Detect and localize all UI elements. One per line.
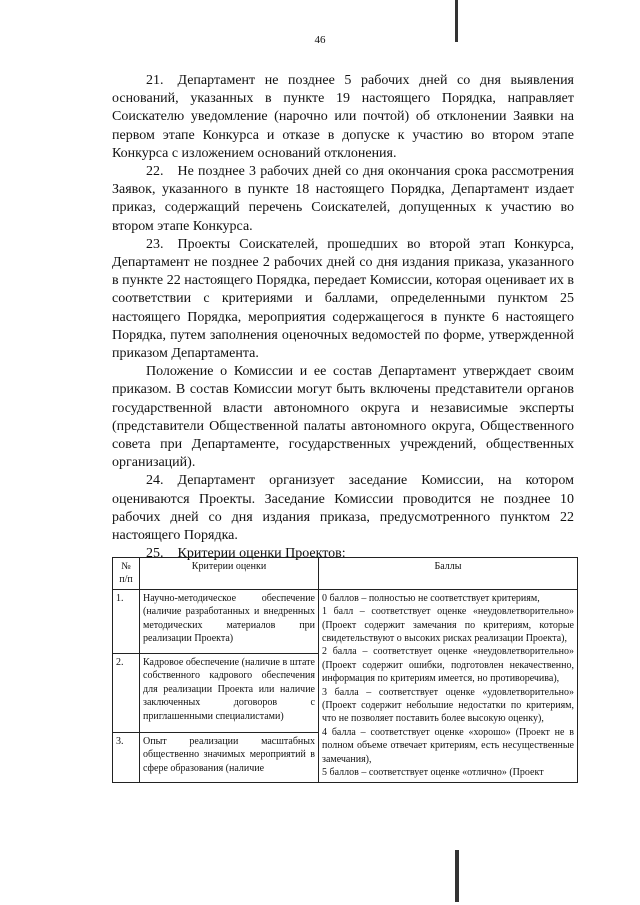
paragraph-22: 22. Не позднее 3 рабочих дней со дня окончания срока рассмотрения Заявок, указанного в пункте 18 настоящего Порядка, Департамент издает приказ, содержащий перечень Соискателей, допущенных к участию во втором этапе Конкурса. bbox=[112, 164, 574, 234]
paragraph-commission: Положение о Комиссии и ее состав Департамент утверждает своим приказом. В состав Комиссии могут быть включены представители органов государственной власти автономного округа и независимые эксперты (представители Общественной палаты автономного округа, Общественного совета при Департаменте, государственных учреждений, общественных организаций). bbox=[112, 364, 574, 471]
row-number: 2. bbox=[113, 654, 140, 733]
page-number: 46 bbox=[314, 34, 326, 46]
row-criterion: Кадровое обеспечение (наличие в штате собственного кадрового обеспечения для реализации Проекта или наличие заключенных договоров с приглашенными специалистами) bbox=[140, 654, 319, 733]
row-criterion: Опыт реализации масштабных общественно значимых мероприятий в сфере образования (наличие bbox=[140, 732, 319, 782]
score-0: 0 баллов – полностью не соответствует критериям, bbox=[322, 592, 540, 604]
row-criterion: Научно-методическое обеспечение (наличие разработанных и внедренных методических материалов при реализации Проекта) bbox=[140, 589, 319, 653]
table-header-row bbox=[113, 558, 578, 590]
score-2: 2 балла – соответствует оценке «неудовлетворительно» (Проект содержит ошибки, подготовлен некачественно, информация по критериям имеется, но противоречива), bbox=[322, 646, 574, 685]
score-3: 3 балла – соответствует оценке «удовлетворительно» (Проект содержит небольшие недостатки по критериям, что не позволяет поставить более высокую оценку), bbox=[322, 686, 574, 725]
score-1: 1 балл – соответствует оценке «неудовлетворительно» (Проект содержит замечания по критериям, которые свидетельствуют о высоких рисках реализации Проекта), bbox=[322, 606, 574, 645]
header-criteria: Критерии оценки bbox=[140, 558, 319, 590]
score-4: 4 балла – соответствует оценке «хорошо» (Проект не в полном объеме отвечает критериям, есть несущественные замечания), bbox=[322, 726, 574, 765]
header-scores: Баллы bbox=[319, 558, 578, 590]
score-5: 5 баллов – соответствует оценке «отлично» (Проект bbox=[322, 767, 544, 779]
scores-cell bbox=[319, 589, 578, 782]
paragraph-23: 23. Проекты Соискателей, прошедших во второй этап Конкурса, Департамент не позднее 2 рабочих дней со дня издания приказа, указанного в пункте 22 настоящего Порядка, передает Комиссии, которая оценивает их в соответствии с критериями и баллами, определенными пунктом 25 настоящего Порядка, мероприятия содержащегося в пункте 6 настоящего Порядка, путем заполнения оценочных ведомостей по форме, утвержденной приказом Департамента. bbox=[112, 236, 574, 362]
header-number: № п/п bbox=[113, 558, 140, 590]
paragraph-25: 25. Критерии оценки Проектов: bbox=[146, 546, 346, 562]
body-text bbox=[112, 72, 574, 563]
scan-artifact-bottom bbox=[455, 850, 459, 902]
scan-artifact-top bbox=[455, 0, 458, 42]
paragraph-21: 21. Департамент не позднее 5 рабочих дней со дня выявления оснований, указанных в пункте 19 настоящего Порядка, направляет Соискателю уведомление (нарочно или почтой) об отклонении Заявки на первом этапе Конкурса и отказе в допуске к участию во втором этапе Конкурса с изложением оснований отклонения. bbox=[112, 73, 574, 161]
paragraph-24: 24. Департамент организует заседание Комиссии, на котором оцениваются Проекты. Заседание Комиссии проводится не позднее 10 рабочих дней со дня издания приказа, предусмотренного пунктом 22 настоящего Порядка. bbox=[112, 473, 574, 544]
table-row bbox=[113, 589, 578, 653]
criteria-table bbox=[112, 557, 578, 783]
row-number: 1. bbox=[113, 589, 140, 653]
row-number: 3. bbox=[113, 732, 140, 782]
